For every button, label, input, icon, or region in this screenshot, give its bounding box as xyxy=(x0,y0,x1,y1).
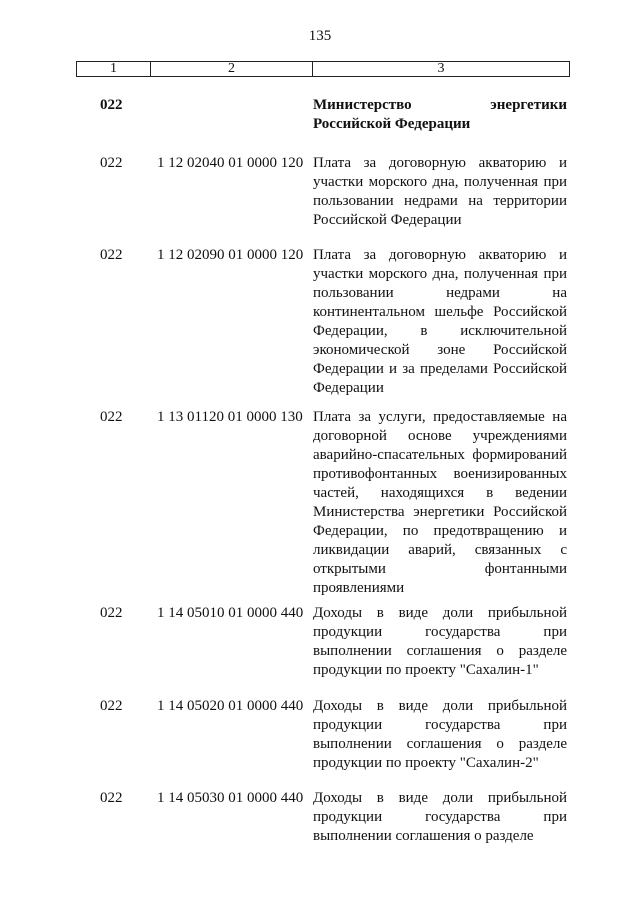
description-line: Доходы в виде доли прибыльной xyxy=(313,790,567,806)
budget-classification-code: 1 12 02040 01 0000 120 xyxy=(157,155,304,171)
description-line: Министерство энергетики xyxy=(313,97,567,113)
description-line: континентальном шельфе Российской xyxy=(313,304,567,320)
income-description xyxy=(313,96,567,134)
admin-code: 022 xyxy=(100,790,123,806)
description-line: Министерства энергетики Российской xyxy=(313,504,567,520)
description-line: договорной основе учреждениями xyxy=(313,428,567,444)
description-line: продукции государства при xyxy=(313,624,567,640)
description-line: ликвидации аварий, связанных с xyxy=(313,542,567,558)
budget-classification-code: 1 14 05030 01 0000 440 xyxy=(157,790,304,806)
page-number: 135 xyxy=(308,28,332,44)
income-description xyxy=(313,408,567,598)
description-line: продукции государства при xyxy=(313,809,567,825)
description-line: Плата за договорную акваторию и xyxy=(313,247,567,263)
header-col-3: 3 xyxy=(437,61,445,76)
budget-classification-code: 1 13 01120 01 0000 130 xyxy=(157,409,303,425)
description-line: Федерации, в исключительной xyxy=(313,323,567,339)
income-description xyxy=(313,789,567,846)
description-line: пользовании недрами на территории xyxy=(313,193,567,209)
description-line: продукции по проекту "Сахалин-1" xyxy=(313,662,539,678)
header-col-2: 2 xyxy=(151,62,313,76)
budget-classification-code: 1 14 05010 01 0000 440 xyxy=(157,605,304,621)
table-header xyxy=(76,61,570,77)
description-line: выполнении соглашения о разделе xyxy=(313,736,567,752)
description-line: Российской Федерации xyxy=(313,212,462,228)
admin-code: 022 xyxy=(100,409,123,425)
description-line: проявлениями xyxy=(313,580,405,596)
description-line: экономической зоне Российской xyxy=(313,342,567,358)
description-line: Федерации xyxy=(313,380,384,396)
description-line: Плата за услуги, предоставляемые на xyxy=(313,409,567,425)
description-line: участки морского дна, полученная при xyxy=(313,174,567,190)
description-line: противофонтанных военизированных xyxy=(313,466,567,482)
description-line: продукции по проекту "Сахалин-2" xyxy=(313,755,539,771)
budget-classification-code: 1 14 05020 01 0000 440 xyxy=(157,698,304,714)
description-line: Доходы в виде доли прибыльной xyxy=(313,698,567,714)
income-description xyxy=(313,697,567,773)
description-line: участки морского дна, полученная при xyxy=(313,266,567,282)
admin-code: 022 xyxy=(100,698,123,714)
description-line: Доходы в виде доли прибыльной xyxy=(313,605,567,621)
admin-code: 022 xyxy=(100,247,123,263)
header-col-1: 1 xyxy=(77,62,151,76)
description-line: пользовании недрами на xyxy=(313,285,567,301)
description-line: выполнении соглашения о разделе xyxy=(313,643,567,659)
income-description xyxy=(313,604,567,680)
admin-code: 022 xyxy=(100,155,123,171)
description-line: выполнении соглашения о разделе xyxy=(313,828,534,844)
admin-code: 022 xyxy=(100,605,123,621)
description-line: продукции государства при xyxy=(313,717,567,733)
admin-code: 022 xyxy=(100,97,123,113)
description-line: Российской Федерации xyxy=(313,116,471,132)
description-line: Федерации и за пределами Российской xyxy=(313,361,567,377)
description-line: Плата за договорную акваторию и xyxy=(313,155,567,171)
income-description xyxy=(313,246,567,398)
description-line: открытыми фонтанными xyxy=(313,561,567,577)
description-line: частей, находящихся в ведении xyxy=(313,485,567,501)
budget-classification-code: 1 12 02090 01 0000 120 xyxy=(157,247,304,263)
description-line: Федерации, по предотвращению и xyxy=(313,523,567,539)
description-line: аварийно-спасательных формирований xyxy=(313,447,567,463)
income-description xyxy=(313,154,567,230)
